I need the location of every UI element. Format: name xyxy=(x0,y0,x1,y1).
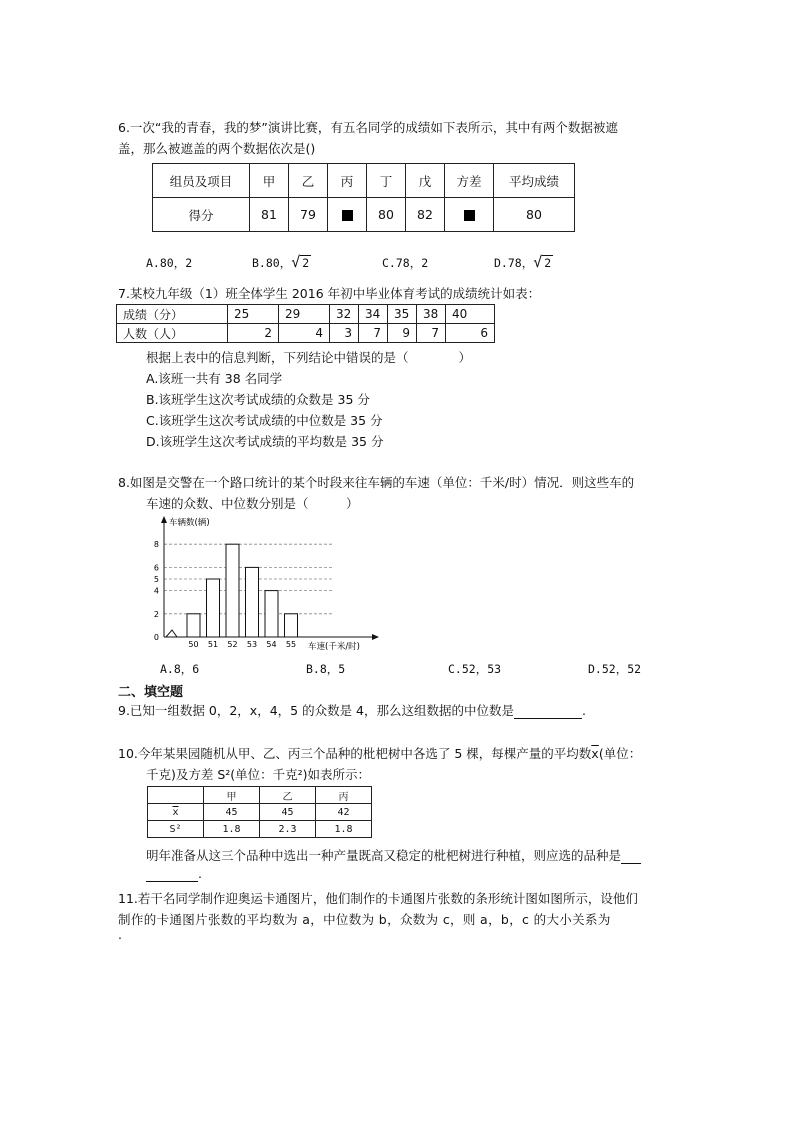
row-label: $\overline{x}$ xyxy=(148,804,204,821)
q6-option-a: A.80，2 xyxy=(146,256,193,270)
y-tick-label: 6 xyxy=(153,563,159,573)
q7-option-a: A.该班一共有 38 名同学 xyxy=(146,371,283,386)
bar xyxy=(226,544,239,637)
x-axis-label: 车速(千米/时) xyxy=(308,642,360,652)
q7-question: 根据上表中的信息判断，下列结论中错误的是（ ） xyxy=(146,350,472,365)
table-cell: 35 xyxy=(388,305,417,324)
q7-table xyxy=(116,304,495,343)
table-header: 乙 xyxy=(289,164,328,198)
answer-blank xyxy=(146,866,198,882)
x-tick-label: 51 xyxy=(207,640,219,649)
table-cell: 34 xyxy=(359,305,388,324)
table-header: 戊 xyxy=(406,164,445,198)
q10-text: (单位： xyxy=(598,746,642,761)
q8-option-a: A.8，6 xyxy=(160,662,200,676)
q6-option-d xyxy=(494,255,553,271)
table-cell xyxy=(445,198,494,232)
table-header: 丙 xyxy=(316,787,372,804)
row-label: 成绩（分） xyxy=(117,305,228,324)
q6-option-b xyxy=(252,255,311,271)
table-header: 平均成绩 xyxy=(494,164,575,198)
table-header: 乙 xyxy=(260,787,316,804)
q7-option-c: C.该班学生这次考试成绩的中位数是 35 分 xyxy=(146,413,383,428)
sqrt-sign: √ 2 xyxy=(291,253,310,271)
table-row xyxy=(148,821,372,838)
table-header xyxy=(148,787,204,804)
table-cell: 81 xyxy=(250,198,289,232)
q10-end: . xyxy=(198,866,202,881)
table-cell: 2 xyxy=(228,324,279,343)
q8-option-d: D.52，52 xyxy=(588,662,642,676)
q6-table xyxy=(152,163,575,232)
table-cell: 7 xyxy=(359,324,388,343)
bar xyxy=(265,591,278,637)
q9 xyxy=(118,701,586,719)
table-cell: 80 xyxy=(494,198,575,232)
q11-end: . xyxy=(118,927,122,942)
q8-bar-chart xyxy=(148,513,380,657)
section-title: 二、填空题 xyxy=(118,685,184,700)
table-cell: 1.8 xyxy=(204,821,260,838)
q7-option-b: B.该班学生这次考试成绩的众数是 35 分 xyxy=(146,392,370,407)
bar xyxy=(246,567,259,637)
q10-text: 明年准备从这三个品种中选出一种产量既高又稳定的枇杷树进行种植，则应选的品种是 xyxy=(146,848,622,863)
answer-blank xyxy=(621,848,641,864)
y-axis-arrow-icon xyxy=(161,516,167,523)
q9-end: . xyxy=(582,703,586,718)
table-cell: 9 xyxy=(388,324,417,343)
x-axis-arrow-icon xyxy=(372,634,379,640)
table-cell: 29 xyxy=(279,305,330,324)
bar xyxy=(207,579,220,637)
q10-line2: 千克)及方差 S²(单位：千克²)如表所示： xyxy=(146,767,371,782)
table-row xyxy=(153,198,575,232)
table-cell: 32 xyxy=(330,305,359,324)
covered-square-icon xyxy=(342,210,353,221)
q10-line1 xyxy=(118,744,641,762)
row-label: S² xyxy=(148,821,204,838)
table-cell: 45 xyxy=(260,804,316,821)
row-label: 人数（人） xyxy=(117,324,228,343)
q7-option-d: D.该班学生这次考试成绩的平均数是 35 分 xyxy=(146,434,384,449)
covered-square-icon xyxy=(464,210,475,221)
q11-line1: 11.若干名同学制作迎奥运卡通图片，他们制作的卡通图片张数的条形统计图如图所示，设他们 xyxy=(118,891,638,906)
y-tick-label: 0 xyxy=(153,633,159,642)
q10-line4 xyxy=(146,866,202,882)
y-tick-label: 4 xyxy=(153,586,159,596)
axis-break-icon xyxy=(166,630,177,637)
table-cell: 45 xyxy=(204,804,260,821)
option-text: B.80， xyxy=(252,256,292,270)
q8-option-b: B.8，5 xyxy=(306,662,346,676)
xbar-symbol: $\overline{x}$ xyxy=(591,746,599,761)
x-tick-label: 54 xyxy=(266,640,277,649)
table-header: 丁 xyxy=(367,164,406,198)
q8-option-c: C.52，53 xyxy=(448,662,502,676)
table-row xyxy=(148,804,372,821)
sqrt-arg: 2 xyxy=(544,256,552,270)
table-cell: 82 xyxy=(406,198,445,232)
table-cell: 6 xyxy=(446,324,495,343)
table-cell: 40 xyxy=(446,305,495,324)
q9-text: 9.已知一组数据 0，2，x，4，5 的众数是 4，那么这组数据的中位数是 xyxy=(118,703,515,718)
q10-table xyxy=(147,786,372,838)
x-tick-label: 53 xyxy=(246,640,258,649)
q6-line1: 6.一次“我的青春，我的梦”演讲比赛，有五名同学的成绩如下表所示，其中有两个数据被遮 xyxy=(118,120,618,135)
table-header: 甲 xyxy=(250,164,289,198)
table-row xyxy=(117,305,495,324)
y-tick-label: 5 xyxy=(153,575,159,584)
q6-option-c: C.78，2 xyxy=(382,256,429,270)
table-cell: 25 xyxy=(228,305,279,324)
table-cell: 80 xyxy=(367,198,406,232)
table-row xyxy=(117,324,495,343)
table-header: 方差 xyxy=(445,164,494,198)
table-cell: 3 xyxy=(330,324,359,343)
table-cell: 79 xyxy=(289,198,328,232)
q8-line1: 8.如图是交警在一个路口统计的某个时段来往车辆的车速（单位：千米/时）情况．则这些车的 xyxy=(118,475,635,490)
answer-blank xyxy=(514,703,582,719)
sqrt-arg: 2 xyxy=(302,256,310,270)
table-row xyxy=(153,164,575,198)
table-row xyxy=(148,787,372,804)
bar xyxy=(285,614,298,637)
q10-line3 xyxy=(146,846,641,864)
table-cell: 38 xyxy=(417,305,446,324)
y-axis-label: 车辆数(辆) xyxy=(169,518,210,528)
table-cell: 1.8 xyxy=(316,821,372,838)
table-cell: 42 xyxy=(316,804,372,821)
table-cell xyxy=(328,198,367,232)
sqrt-sign: √ 2 xyxy=(533,253,552,271)
table-header: 丙 xyxy=(328,164,367,198)
table-cell: 2.3 xyxy=(260,821,316,838)
table-cell: 7 xyxy=(417,324,446,343)
table-header: 甲 xyxy=(204,787,260,804)
q8-line2: 车速的众数、中位数分别是（ ） xyxy=(146,496,359,511)
table-cell: 4 xyxy=(279,324,330,343)
x-tick-label: 50 xyxy=(188,640,199,649)
table-header: 组员及项目 xyxy=(153,164,250,198)
option-text: D.78， xyxy=(494,256,534,270)
q7-line1: 7.某校九年级（1）班全体学生 2016 年初中毕业体育考试的成绩统计如表： xyxy=(118,286,541,301)
row-label: 得分 xyxy=(153,198,250,232)
q6-line2: 盖，那么被遮盖的两个数据依次是() xyxy=(118,141,316,156)
x-tick-label: 55 xyxy=(285,640,297,649)
q11-line2: 制作的卡通图片张数的平均数为 a，中位数为 b，众数为 c，则 a，b，c 的大小关系为 xyxy=(118,912,611,927)
y-tick-label: 8 xyxy=(153,540,159,550)
bar xyxy=(187,614,200,637)
y-tick-label: 2 xyxy=(153,609,159,619)
x-tick-label: 52 xyxy=(227,640,238,649)
q10-text: 10.今年某果园随机从甲、乙、丙三个品种的枇杷树中各选了 5 棵，每棵产量的平均数 xyxy=(118,746,592,761)
